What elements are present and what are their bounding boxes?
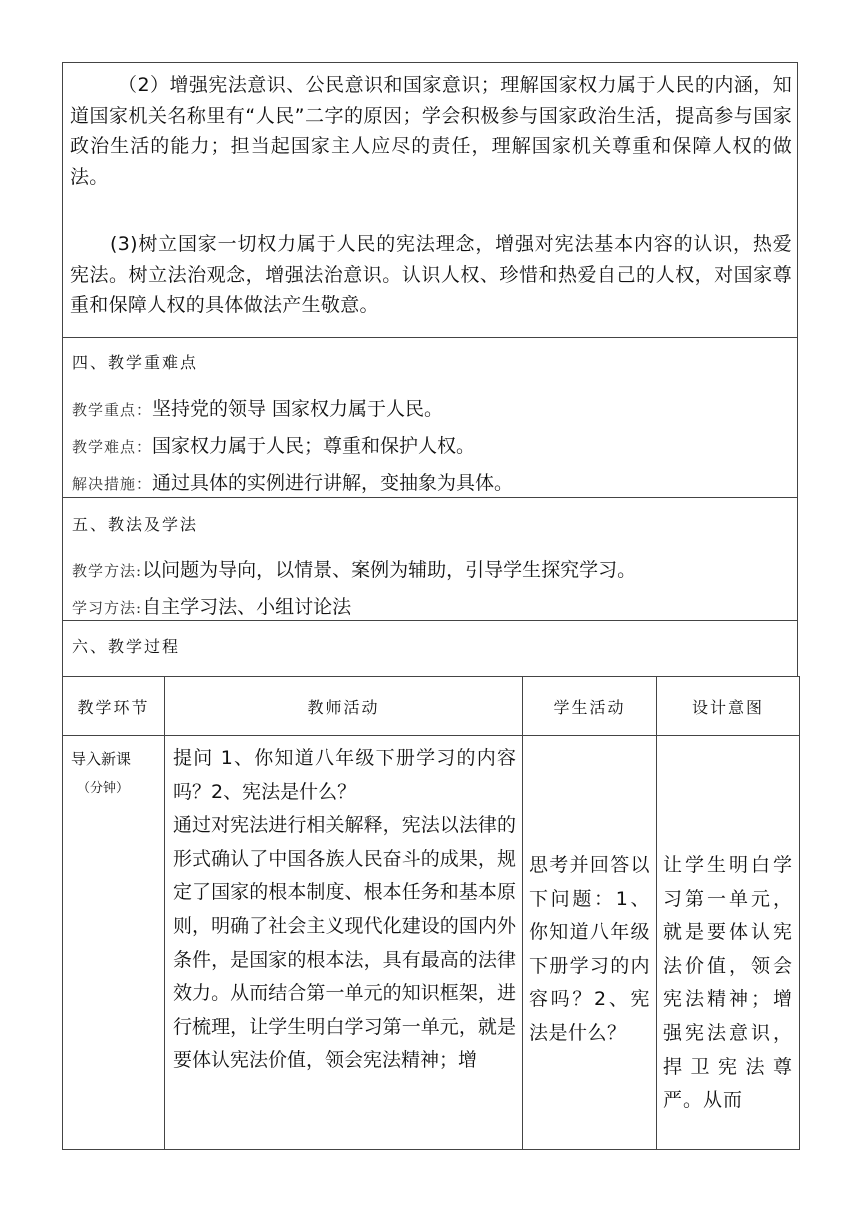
section-heading-process: 六、教学过程 (72, 637, 181, 656)
section-heading-methods: 五、教法及学法 (72, 515, 199, 534)
teaching-method-line (72, 555, 636, 582)
header-student-activity: 学生活动 (523, 677, 657, 736)
focus-label: 教学重点： (72, 401, 153, 419)
teaching-method-label: 教学方法: (72, 562, 143, 580)
stage-name: 导入新课 (71, 750, 132, 768)
teacher-explanation: 通过对宪法进行相关解释，宪法以法律的形式确认了中国各族人民奋斗的成果，规定了国家的根本制度、根本任务和基本原则，明确了社会主义现代化建设的国内外条件，是国家的根本法，具有最高的法律效力。从而结合第一单元的知识框架，进行梳理，让学生明白学习第一单元，就是要体认宪法价值，领会宪法精神；增 (173, 814, 516, 1072)
section-heading-key-points: 四、教学重难点 (72, 353, 199, 372)
teaching-method-text: 以问题为导向，以情景、案例为辅助，引导学生探究学习。 (142, 559, 637, 581)
difficulty-text: 国家权力属于人民；尊重和保护人权。 (152, 435, 476, 457)
focus-text: 坚持党的领导 国家权力属于人民。 (152, 398, 444, 420)
teacher-question: 提问 1、你知道八年级下册学习的内容吗？2、宪法是什么？ (173, 747, 516, 803)
measure-label: 解决措施： (72, 475, 153, 493)
divider-objectives (62, 337, 798, 338)
objective-paragraph-3: (3)树立国家一切权力属于人民的宪法理念，增强对宪法基本内容的认识，热爱宪法。树立法治观念，增强法治意识。认识人权、珍惜和热爱自己的人权，对国家尊重和保障人权的具体做法产生敬意。 (70, 233, 792, 316)
stage-duration: （分钟） (77, 781, 130, 796)
learning-method-label: 学习方法: (72, 599, 143, 617)
header-design-intent: 设计意图 (657, 677, 800, 736)
measure-line (72, 468, 513, 495)
table-row (63, 736, 800, 1150)
difficulty-label: 教学难点： (72, 438, 153, 456)
teaching-process-table (62, 676, 800, 1150)
header-teacher-activity: 教师活动 (165, 677, 523, 736)
table-header-row (63, 677, 800, 736)
divider-keypoints (62, 497, 798, 498)
learning-method-text: 自主学习法、小组讨论法 (142, 596, 352, 618)
learning-method-line (72, 592, 351, 619)
divider-methods (62, 620, 798, 621)
focus-line (72, 394, 443, 421)
student-activity-cell: 思考并回答以下问题：1、你知道八年级下册学习的内容吗？2、宪法是什么？ (523, 736, 657, 1150)
measure-text: 通过具体的实例进行讲解，变抽象为具体。 (152, 472, 514, 494)
objective-paragraph-2: （2）增强宪法意识、公民意识和国家意识；理解国家权力属于人民的内涵，知道国家机关名称里有“人民”二字的原因；学会积极参与国家政治生活，提高参与国家政治生活的能力；担当起国家主人应尽的责任，理解国家机关尊重和保障人权的做法。 (70, 74, 792, 188)
teacher-activity-cell (165, 736, 523, 1150)
stage-cell (63, 736, 165, 1150)
top-rule (62, 62, 798, 63)
design-intent-cell: 让学生明白学习第一单元，就是要体认宪法价值，领会宪法精神；增强宪法意识，捍卫宪法尊严。从而 (657, 736, 800, 1150)
difficulty-line (72, 431, 475, 458)
header-stage: 教学环节 (63, 677, 165, 736)
